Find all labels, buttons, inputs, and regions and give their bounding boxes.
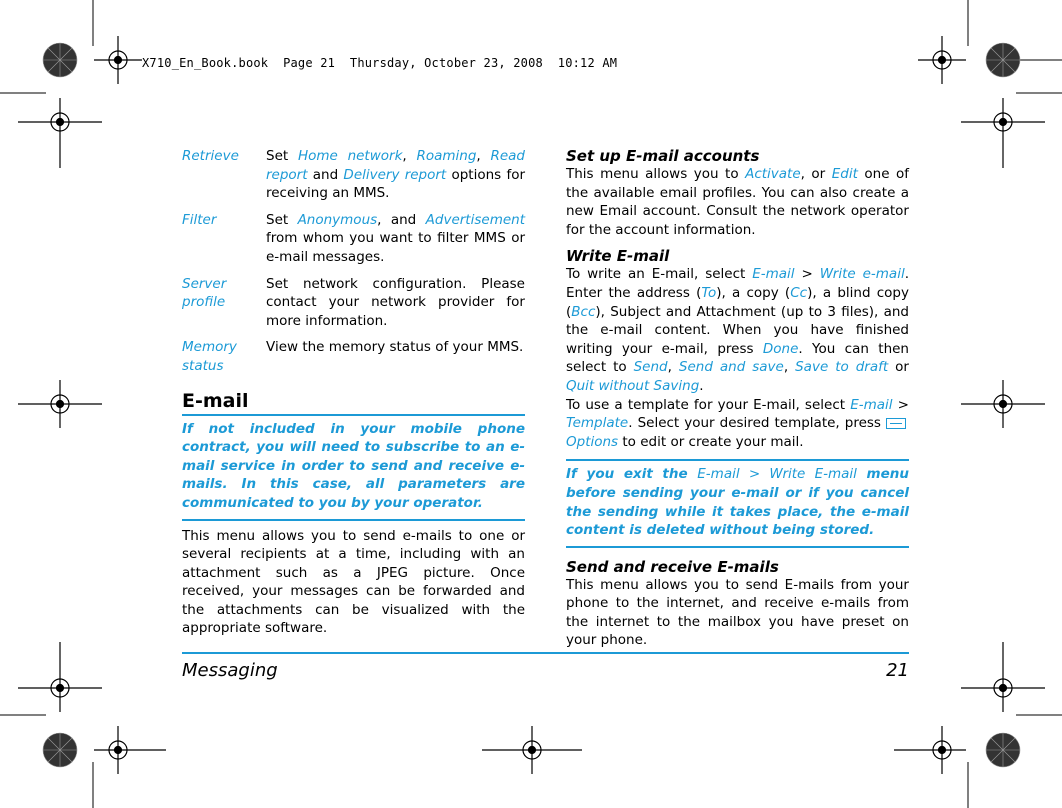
option-term: Filter (182, 211, 217, 228)
option-term: Memory status (182, 339, 237, 374)
page-footer (182, 652, 909, 681)
heading-setup-accounts: Set up E-mail accounts (566, 147, 760, 165)
email-intro: This menu allows you to send e-mails to one or several recipients at a time, including with an attachment such as a JPEG picture. Once received, your messages can be forwarded and the attachments can be visualized with the appropriate software. (182, 527, 525, 637)
option-term: Server profile (182, 275, 227, 311)
right-column (566, 147, 909, 650)
left-column (182, 147, 525, 638)
setup-accounts-text: This menu allows you to Activate, or Edit one of the available email profiles. You can also create a new Email account. Consult the network operator for the account information. (566, 166, 910, 238)
option-definition: View the memory status of your MMS. (266, 339, 524, 356)
write-email-text: To write an E-mail, select E-mail > Write e-mail. Enter the address (To), a copy (Cc), a blind copy (Bcc), Subject and Attachment (up to 3 files), and the e-mail content. When you have finished writing your e-mail, press Done. You can then select to Send, Send and save, Save to draft or Quit without Saving. (566, 266, 909, 394)
template-text: To use a template for your E-mail, select E-mail > Template. Select your desired template, press Options to edit or create your mail. (566, 396, 909, 450)
option-term: Retrieve (182, 148, 239, 164)
softkey-icon (886, 418, 906, 429)
option-definition: Set Home network, Roaming, Read report and Delivery report options for receiving an MMS. (266, 148, 526, 202)
option-row (182, 275, 525, 331)
option-definition: Set network configuration. Please contact your network provider for more information. (266, 275, 525, 329)
exit-warning-note: If you exit the E-mail > Write E-mail menu before sending your e-mail or if you cancel the sending while it takes place, the e-mail content is deleted without being stored. (566, 459, 909, 547)
send-receive-text: This menu allows you to send E-mails from your phone to the internet, and receive e-mails from the internet to the mailbox you have preset on your phone. (566, 576, 909, 649)
heading-send-receive: Send and receive E-mails (566, 557, 779, 576)
option-row (182, 338, 525, 375)
option-row (182, 211, 525, 267)
print-slug: X710_En_Book.book Page 21 Thursday, October 23, 2008 10:12 AM (142, 56, 618, 70)
footer-section: Messaging (182, 660, 278, 681)
subscription-note: If not included in your mobile phone contract, you will need to subscribe to an e-mail service in order to send and receive e-mails. In this case, all parameters are communicated to you by your operator. (182, 416, 525, 521)
heading-write-email: Write E-mail (566, 247, 670, 266)
section-title-email: E-mail (182, 390, 525, 416)
option-row (182, 147, 525, 203)
page-number: 21 (886, 660, 909, 681)
option-definition: Set Anonymous, and Advertisement from whom you want to filter MMS or e-mail messages. (266, 211, 525, 265)
